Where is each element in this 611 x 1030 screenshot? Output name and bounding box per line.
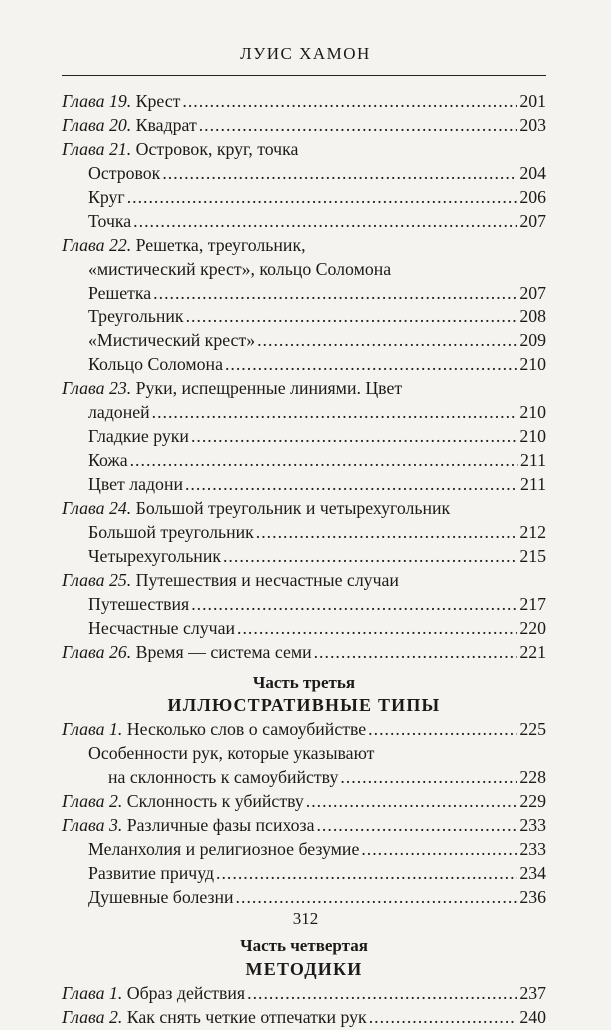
chapter-label: Глава 1. <box>62 982 123 1003</box>
chapter-label: Глава 1. <box>62 719 123 740</box>
leader-dots <box>216 862 517 886</box>
toc-subentry <box>62 186 546 210</box>
chapter-title: Решетка, треугольник, <box>135 234 306 255</box>
page-number: 312 <box>292 909 319 928</box>
chapter-title: Образ действия <box>126 982 246 1003</box>
leader-dots <box>361 838 517 862</box>
page-ref: 234 <box>519 863 546 883</box>
page-ref: 237 <box>519 982 546 1003</box>
chapter-label: Глава 22. <box>62 234 132 255</box>
page-ref: 207 <box>519 210 546 231</box>
leader-dots <box>153 282 517 306</box>
page-ref: 217 <box>519 593 546 614</box>
toc-subentry <box>62 449 546 473</box>
page-ref: 206 <box>519 186 546 207</box>
subentry-title: Душевные болезни <box>88 886 234 907</box>
toc-entry-ch21 <box>62 138 546 162</box>
toc-subentry <box>62 329 546 353</box>
leader-dots <box>237 617 517 641</box>
leader-dots <box>225 353 517 377</box>
toc-subentry <box>62 838 546 862</box>
toc-entry-ch26 <box>62 641 546 665</box>
leader-dots <box>186 305 518 329</box>
toc-entry-p3-ch1 <box>62 718 546 742</box>
toc-subentry <box>62 886 546 910</box>
page-ref: 225 <box>519 719 546 740</box>
part-three-heading: Часть третья <box>252 672 356 692</box>
subentry-title: Круг <box>88 186 125 207</box>
page-ref: 208 <box>519 306 546 327</box>
subentry-title: Особенности рук, которые указывают <box>88 743 375 764</box>
leader-dots <box>314 641 518 665</box>
leader-dots <box>182 90 517 114</box>
leader-dots <box>306 790 518 814</box>
chapter-title: Время — система семи <box>135 641 312 662</box>
toc-subentry <box>62 617 546 641</box>
chapter-title: Большой треугольник и четырехугольник <box>135 497 451 518</box>
toc-entry-p4-ch2 <box>62 1006 546 1030</box>
chapter-label: Глава 3. <box>62 815 123 836</box>
leader-dots <box>185 473 518 497</box>
leader-dots <box>152 401 518 425</box>
toc-entry-ch19 <box>62 90 546 114</box>
chapter-title-continued: ладоней <box>88 402 150 423</box>
subentry-title: «Мистический крест» <box>88 330 256 351</box>
subentry-title: Гладкие руки <box>88 426 189 447</box>
toc-subentry <box>62 305 546 329</box>
subentry-title: Путешествия <box>88 593 190 614</box>
page-ref: 233 <box>519 815 546 836</box>
toc-subentry <box>62 742 546 766</box>
page-ref: 220 <box>519 617 546 638</box>
chapter-title: Несколько слов о самоубийстве <box>126 719 367 740</box>
toc-subentry <box>62 473 546 497</box>
page-ref: 211 <box>519 450 546 471</box>
toc-entry-p3-ch3 <box>62 814 546 838</box>
toc-subentry <box>62 593 546 617</box>
toc-entry-ch24 <box>62 497 546 521</box>
chapter-label: Глава 25. <box>62 569 132 590</box>
leader-dots <box>133 210 517 234</box>
page-ref: 215 <box>519 545 546 566</box>
page-ref: 233 <box>519 839 546 860</box>
chapter-label: Глава 26. <box>62 641 132 662</box>
part-three-title: ИЛЛЮСТРАТИВНЫЕ ТИПЫ <box>167 695 441 716</box>
page-ref: 210 <box>519 354 546 375</box>
leader-dots <box>316 814 517 838</box>
subentry-title: Меланхолия и религиозное безумие <box>88 839 360 860</box>
subentry-title: Четырехугольник <box>88 545 221 566</box>
chapter-title: Различные фазы психоза <box>126 815 315 836</box>
leader-dots <box>127 186 518 210</box>
chapter-label: Глава 24. <box>62 497 132 518</box>
subentry-title: Треугольник <box>88 306 184 327</box>
page-ref: 229 <box>519 791 546 812</box>
subentry-title: Большой треугольник <box>88 521 254 542</box>
page-ref: 203 <box>519 114 546 135</box>
page-ref: 212 <box>519 521 546 542</box>
chapter-title: Островок, круг, точка <box>135 138 299 159</box>
running-head: ЛУИС ХАМОН <box>240 44 371 63</box>
leader-dots <box>257 329 517 353</box>
subentry-title: Развитие причуд <box>88 863 215 883</box>
chapter-label: Глава 20. <box>62 114 132 135</box>
page-ref: 228 <box>519 767 546 788</box>
chapter-label: Глава 2. <box>62 791 123 812</box>
subentry-title: Решетка <box>88 282 152 303</box>
part-four-title: МЕТОДИКИ <box>245 958 363 979</box>
toc-subentry <box>62 545 546 569</box>
header-rule <box>62 75 546 76</box>
leader-dots <box>340 766 517 790</box>
toc-subentry <box>62 353 546 377</box>
page-ref: 211 <box>519 474 546 494</box>
toc-subentry <box>62 425 546 449</box>
leader-dots <box>368 718 517 742</box>
toc-entry-continuation <box>62 258 546 282</box>
subentry-title: Кожа <box>88 450 128 471</box>
page-ref: 207 <box>519 282 546 303</box>
page-ref: 221 <box>519 641 546 662</box>
leader-dots <box>191 425 517 449</box>
chapter-label: Глава 19. <box>62 91 132 111</box>
chapter-title: Квадрат <box>135 114 197 135</box>
subentry-title: Несчастные случаи <box>88 617 236 638</box>
toc-subentry <box>62 210 546 234</box>
chapter-title: Руки, испещренные линиями. Цвет <box>135 378 403 399</box>
toc-entry-ch25 <box>62 569 546 593</box>
page-ref: 240 <box>519 1006 546 1027</box>
page-ref: 209 <box>519 330 546 351</box>
chapter-label: Глава 2. <box>62 1006 123 1027</box>
toc-entry-ch22 <box>62 234 546 258</box>
leader-dots <box>369 1006 518 1030</box>
subentry-title-continued: на склонность к самоубийству <box>108 767 339 788</box>
leader-dots <box>223 545 517 569</box>
subentry-title: Кольцо Соломона <box>88 354 223 375</box>
subentry-title: Точка <box>88 210 132 231</box>
chapter-label: Глава 21. <box>62 138 132 159</box>
table-of-contents <box>62 90 546 1030</box>
toc-subentry <box>62 282 546 306</box>
chapter-title: Путешествия и несчастные случаи <box>135 569 399 590</box>
page-ref: 210 <box>519 426 546 447</box>
page-ref: 204 <box>519 162 546 183</box>
page-ref: 210 <box>519 402 546 423</box>
leader-dots <box>130 449 518 473</box>
chapter-title-continued: «мистический крест», кольцо Соломона <box>88 258 392 279</box>
toc-entry-ch20 <box>62 114 546 138</box>
toc-subentry <box>62 521 546 545</box>
toc-entry-p4-ch1 <box>62 982 546 1006</box>
leader-dots <box>199 114 518 138</box>
toc-subentry <box>62 162 546 186</box>
chapter-title: Склонность к убийству <box>126 791 304 812</box>
subentry-title: Островок <box>88 162 161 183</box>
chapter-label: Глава 23. <box>62 378 132 399</box>
leader-dots <box>236 886 518 910</box>
leader-dots <box>247 982 517 1006</box>
part-four-heading: Часть четвертая <box>240 935 368 955</box>
page-ref: 201 <box>519 91 546 111</box>
toc-entry-ch23 <box>62 377 546 401</box>
toc-subentry <box>62 862 546 886</box>
subentry-title: Цвет ладони <box>88 474 183 494</box>
toc-entry-p3-ch2 <box>62 790 546 814</box>
chapter-title: Крест <box>135 91 181 111</box>
page-ref: 236 <box>519 886 546 907</box>
toc-subentry-continuation <box>62 766 546 790</box>
leader-dots <box>256 521 518 545</box>
toc-entry-continuation <box>62 401 546 425</box>
leader-dots <box>162 162 517 186</box>
chapter-title: Как снять четкие отпечатки рук <box>126 1006 367 1027</box>
leader-dots <box>191 593 517 617</box>
